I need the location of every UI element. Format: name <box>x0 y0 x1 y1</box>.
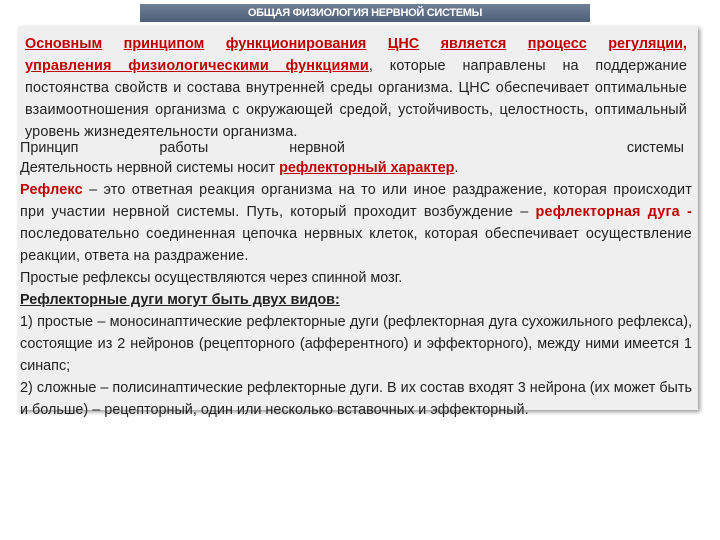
reflex-term: Рефлекс <box>20 182 83 198</box>
principle-word: Принцип <box>20 140 79 156</box>
intro-word: процесс <box>527 36 587 52</box>
intro-rest: , которые направлены на поддержание постоянства свойств и состава внутренней среды организма. ЦНС обеспечивает оптимальные взаимоотношения организма с окружающей средой, устойчивость, целостность, оптимальный уровень жизнедеятельности организма. <box>25 58 687 140</box>
reflex-definition <box>20 179 692 267</box>
principle-word: работы <box>159 140 209 156</box>
arcs-heading <box>20 289 692 311</box>
principle-period: . <box>454 160 459 176</box>
principle-word: нервной <box>289 140 345 156</box>
principle-statement <box>20 157 692 179</box>
arc-type-complex: 2) сложные – полисинаптические рефлекторные дуги. В их состав входят 3 нейрона (их может быть и больше) – рецепторный, один или несколько вставочных и эффекторный. <box>20 380 692 418</box>
intro-emphasis: управления физиологическими функциями <box>25 58 369 74</box>
intro-first-line <box>25 33 687 55</box>
intro-body <box>25 55 687 143</box>
principle-word: системы <box>626 140 684 156</box>
intro-word: является <box>440 36 507 52</box>
reflex-def: – это ответная реакция организма на то или иное раздражение, которая происходит при участии нервной системы. Путь, который проходит возбуждение – <box>20 182 692 220</box>
intro-paragraph <box>25 33 687 143</box>
principle-text: Деятельность нервной системы носит <box>20 160 280 176</box>
principle-line <box>20 140 692 157</box>
arcs-heading-text: Рефлекторные дуги могут быть двух видов: <box>20 292 340 308</box>
slide-title: ОБЩАЯ ФИЗИОЛОГИЯ НЕРВНОЙ СИСТЕМЫ <box>140 4 590 22</box>
reflex-character: рефлекторный характер <box>279 160 455 176</box>
intro-word: регуляции, <box>608 36 687 52</box>
reflex-arc-term: рефлекторная дуга - <box>535 204 692 220</box>
intro-word: Основным <box>25 36 103 52</box>
reflex-arc-def: последовательно соединенная цепочка нервных клеток, которая обеспечивает осуществление реакции, ответа на раздражение. <box>20 226 692 264</box>
simple-reflex-note: Простые рефлексы осуществляются через спинной мозг. <box>20 270 403 286</box>
intro-word: принципом <box>123 36 205 52</box>
intro-word: функционирования <box>225 36 367 52</box>
main-text <box>20 140 692 421</box>
intro-word: ЦНС <box>387 36 420 52</box>
arc-type-simple: 1) простые – моносинаптические рефлекторные дуги (рефлекторная дуга сухожильного рефлекса), состоящие из 2 нейронов (рецепторного (афферентного) и эффекторного), между ними имеется 1 синапс; <box>20 314 692 374</box>
